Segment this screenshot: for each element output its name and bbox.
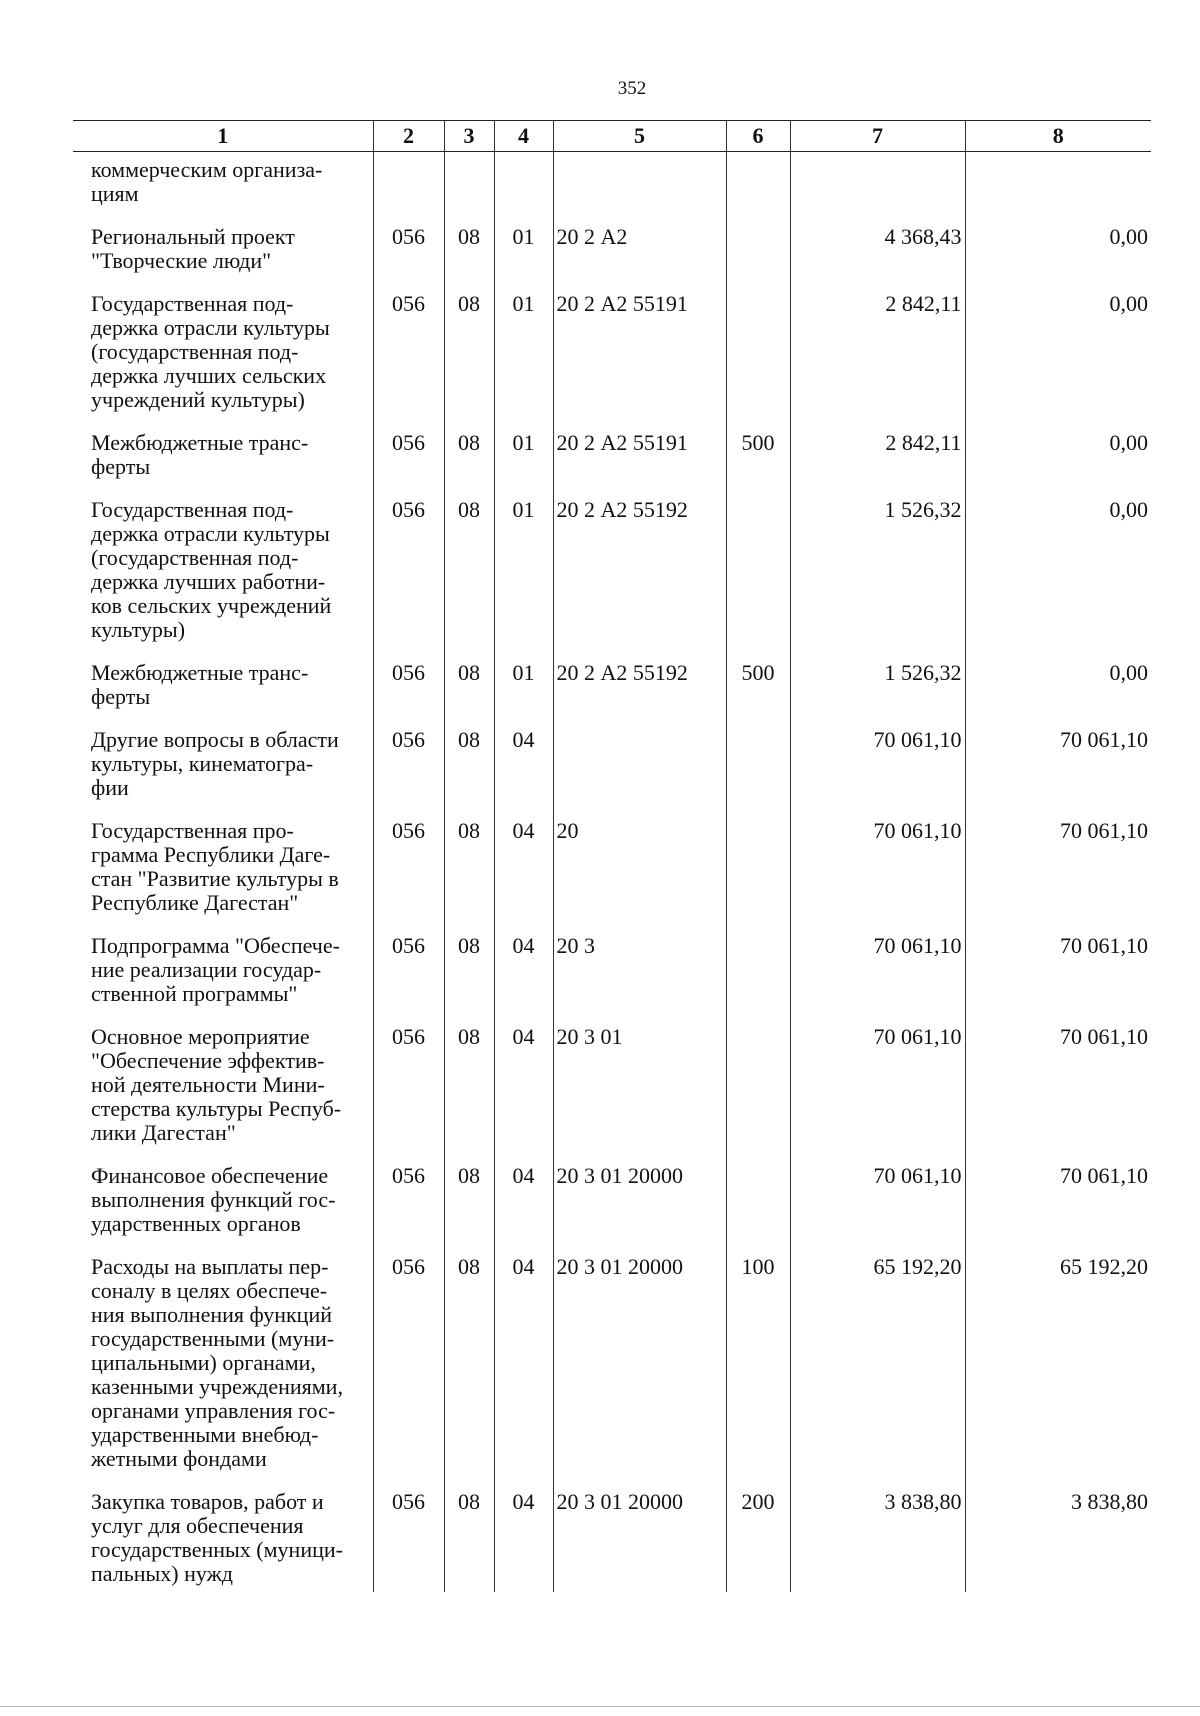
ministry-code-cell: 056 — [373, 1158, 444, 1249]
table-row — [73, 1019, 1151, 1158]
section-code-cell: 08 — [444, 286, 494, 425]
ministry-code-cell: 056 — [373, 1019, 444, 1158]
target-article-cell: 20 — [553, 813, 726, 928]
column-header-5: 5 — [553, 121, 726, 152]
budget-table — [73, 120, 1151, 1592]
subsection-code-cell: 01 — [494, 286, 553, 425]
ministry-code-cell: 056 — [373, 813, 444, 928]
amount-col8-cell: 0,00 — [965, 425, 1151, 492]
amount-col8-cell: 65 192,20 — [965, 1249, 1151, 1484]
subsection-code-cell: 01 — [494, 655, 553, 722]
ministry-code-cell: 056 — [373, 928, 444, 1019]
expense-type-cell — [726, 286, 790, 425]
ministry-code-cell: 056 — [373, 425, 444, 492]
row-name-cell: Государственная под- держка отрасли культуры (государственная под- держка лучших сельских учреждений культуры) — [91, 291, 330, 412]
table-row — [73, 492, 1151, 655]
section-code-cell: 08 — [444, 492, 494, 655]
subsection-code-cell: 01 — [494, 219, 553, 286]
row-name-cell: коммерческим организа- циям — [91, 157, 323, 206]
table-row — [73, 1484, 1151, 1592]
subsection-code-cell: 01 — [494, 492, 553, 655]
target-article-cell: 20 3 — [553, 928, 726, 1019]
page-number: 352 — [617, 78, 647, 99]
target-article-cell — [553, 152, 726, 220]
table-row — [73, 722, 1151, 813]
subsection-code-cell: 04 — [494, 1158, 553, 1249]
target-article-cell: 20 2 А2 55192 — [553, 655, 726, 722]
row-name-cell: Другие вопросы в области культуры, кинематогра- фии — [91, 727, 339, 800]
target-article-cell: 20 3 01 — [553, 1019, 726, 1158]
subsection-code-cell — [494, 152, 553, 220]
expense-type-cell: 200 — [726, 1484, 790, 1592]
row-name-cell: Межбюджетные транс- ферты — [91, 660, 309, 709]
target-article-cell: 20 3 01 20000 — [553, 1484, 726, 1592]
section-code-cell: 08 — [444, 1484, 494, 1592]
section-code-cell: 08 — [444, 1019, 494, 1158]
amount-col7-cell: 2 842,11 — [790, 425, 965, 492]
table-row — [73, 655, 1151, 722]
ministry-code-cell: 056 — [373, 286, 444, 425]
subsection-code-cell: 01 — [494, 425, 553, 492]
target-article-cell: 20 2 А2 — [553, 219, 726, 286]
section-code-cell: 08 — [444, 928, 494, 1019]
amount-col8-cell: 70 061,10 — [965, 813, 1151, 928]
section-code-cell: 08 — [444, 813, 494, 928]
column-header-8: 8 — [965, 121, 1151, 152]
amount-col7-cell: 70 061,10 — [790, 1019, 965, 1158]
subsection-code-cell: 04 — [494, 1484, 553, 1592]
column-header-7: 7 — [790, 121, 965, 152]
amount-col7-cell: 65 192,20 — [790, 1249, 965, 1484]
amount-col7-cell: 3 838,80 — [790, 1484, 965, 1592]
table-row — [73, 425, 1151, 492]
row-name-cell: Подпрограмма "Обеспече- ние реализации государ- ственной программы" — [91, 933, 340, 1006]
expense-type-cell — [726, 813, 790, 928]
subsection-code-cell: 04 — [494, 1249, 553, 1484]
amount-col8-cell: 3 838,80 — [965, 1484, 1151, 1592]
row-name-cell: Расходы на выплаты пер- соналу в целях обеспече- ния выполнения функций государственными (муни- ципальными) органами, казенными учреждениями, органами управления гос- ударственными внебюд- жетными фондами — [91, 1254, 343, 1471]
bottom-divider — [0, 1706, 1200, 1707]
ministry-code-cell: 056 — [373, 1249, 444, 1484]
amount-col8-cell: 70 061,10 — [965, 1158, 1151, 1249]
amount-col8-cell: 0,00 — [965, 492, 1151, 655]
row-name-cell: Закупка товаров, работ и услуг для обеспечения государственных (муници- пальных) нужд — [91, 1489, 343, 1586]
expense-type-cell — [726, 219, 790, 286]
table-row — [73, 928, 1151, 1019]
row-name-cell: Государственная под- держка отрасли культуры (государственная под- держка лучших работни- ков сельских учреждений культуры) — [91, 497, 332, 642]
column-header-1: 1 — [73, 121, 373, 152]
section-code-cell: 08 — [444, 1158, 494, 1249]
subsection-code-cell: 04 — [494, 1019, 553, 1158]
amount-col7-cell: 2 842,11 — [790, 286, 965, 425]
amount-col7-cell: 70 061,10 — [790, 1158, 965, 1249]
ministry-code-cell: 056 — [373, 1484, 444, 1592]
column-header-3: 3 — [444, 121, 494, 152]
amount-col7-cell: 70 061,10 — [790, 928, 965, 1019]
header-row — [73, 121, 1151, 152]
expense-type-cell: 500 — [726, 655, 790, 722]
section-code-cell: 08 — [444, 1249, 494, 1484]
table-row — [73, 286, 1151, 425]
target-article-cell: 20 2 А2 55191 — [553, 425, 726, 492]
row-name-cell: Финансовое обеспечение выполнения функций гос- ударственных органов — [91, 1163, 336, 1236]
expense-type-cell — [726, 722, 790, 813]
target-article-cell: 20 3 01 20000 — [553, 1249, 726, 1484]
column-header-6: 6 — [726, 121, 790, 152]
section-code-cell: 08 — [444, 722, 494, 813]
amount-col7-cell: 4 368,43 — [790, 219, 965, 286]
ministry-code-cell — [373, 152, 444, 220]
section-code-cell: 08 — [444, 425, 494, 492]
column-header-4: 4 — [494, 121, 553, 152]
amount-col8-cell: 70 061,10 — [965, 1019, 1151, 1158]
target-article-cell — [553, 722, 726, 813]
row-name-cell: Межбюджетные транс- ферты — [91, 430, 309, 479]
expense-type-cell: 100 — [726, 1249, 790, 1484]
expense-type-cell: 500 — [726, 425, 790, 492]
ministry-code-cell: 056 — [373, 492, 444, 655]
amount-col8-cell: 70 061,10 — [965, 722, 1151, 813]
expense-type-cell — [726, 1158, 790, 1249]
table-row — [73, 219, 1151, 286]
expense-type-cell — [726, 928, 790, 1019]
amount-col7-cell: 70 061,10 — [790, 813, 965, 928]
section-code-cell: 08 — [444, 655, 494, 722]
table-row — [73, 1249, 1151, 1484]
section-code-cell — [444, 152, 494, 220]
amount-col8-cell: 0,00 — [965, 219, 1151, 286]
table-row — [73, 152, 1151, 220]
amount-col8-cell: 0,00 — [965, 286, 1151, 425]
ministry-code-cell: 056 — [373, 655, 444, 722]
amount-col8-cell: 0,00 — [965, 655, 1151, 722]
expense-type-cell — [726, 492, 790, 655]
row-name-cell: Основное мероприятие "Обеспечение эффектив- ной деятельности Мини- стерства культуры Респуб- лики Дагестан" — [91, 1024, 342, 1145]
subsection-code-cell: 04 — [494, 813, 553, 928]
amount-col7-cell — [790, 152, 965, 220]
ministry-code-cell: 056 — [373, 219, 444, 286]
section-code-cell: 08 — [444, 219, 494, 286]
table-body — [73, 152, 1151, 1593]
table-row — [73, 1158, 1151, 1249]
subsection-code-cell: 04 — [494, 928, 553, 1019]
amount-col7-cell: 1 526,32 — [790, 655, 965, 722]
expense-type-cell — [726, 152, 790, 220]
ministry-code-cell: 056 — [373, 722, 444, 813]
amount-col8-cell: 70 061,10 — [965, 928, 1151, 1019]
amount-col7-cell: 70 061,10 — [790, 722, 965, 813]
target-article-cell: 20 2 А2 55192 — [553, 492, 726, 655]
row-name-cell: Государственная про- грамма Республики Даге- стан "Развитие культуры в Республике Дагестан" — [91, 818, 339, 915]
expense-type-cell — [726, 1019, 790, 1158]
amount-col8-cell — [965, 152, 1151, 220]
column-header-2: 2 — [373, 121, 444, 152]
target-article-cell: 20 3 01 20000 — [553, 1158, 726, 1249]
table-row — [73, 813, 1151, 928]
row-name-cell: Региональный проект "Творческие люди" — [91, 224, 295, 273]
target-article-cell: 20 2 А2 55191 — [553, 286, 726, 425]
amount-col7-cell: 1 526,32 — [790, 492, 965, 655]
subsection-code-cell: 04 — [494, 722, 553, 813]
